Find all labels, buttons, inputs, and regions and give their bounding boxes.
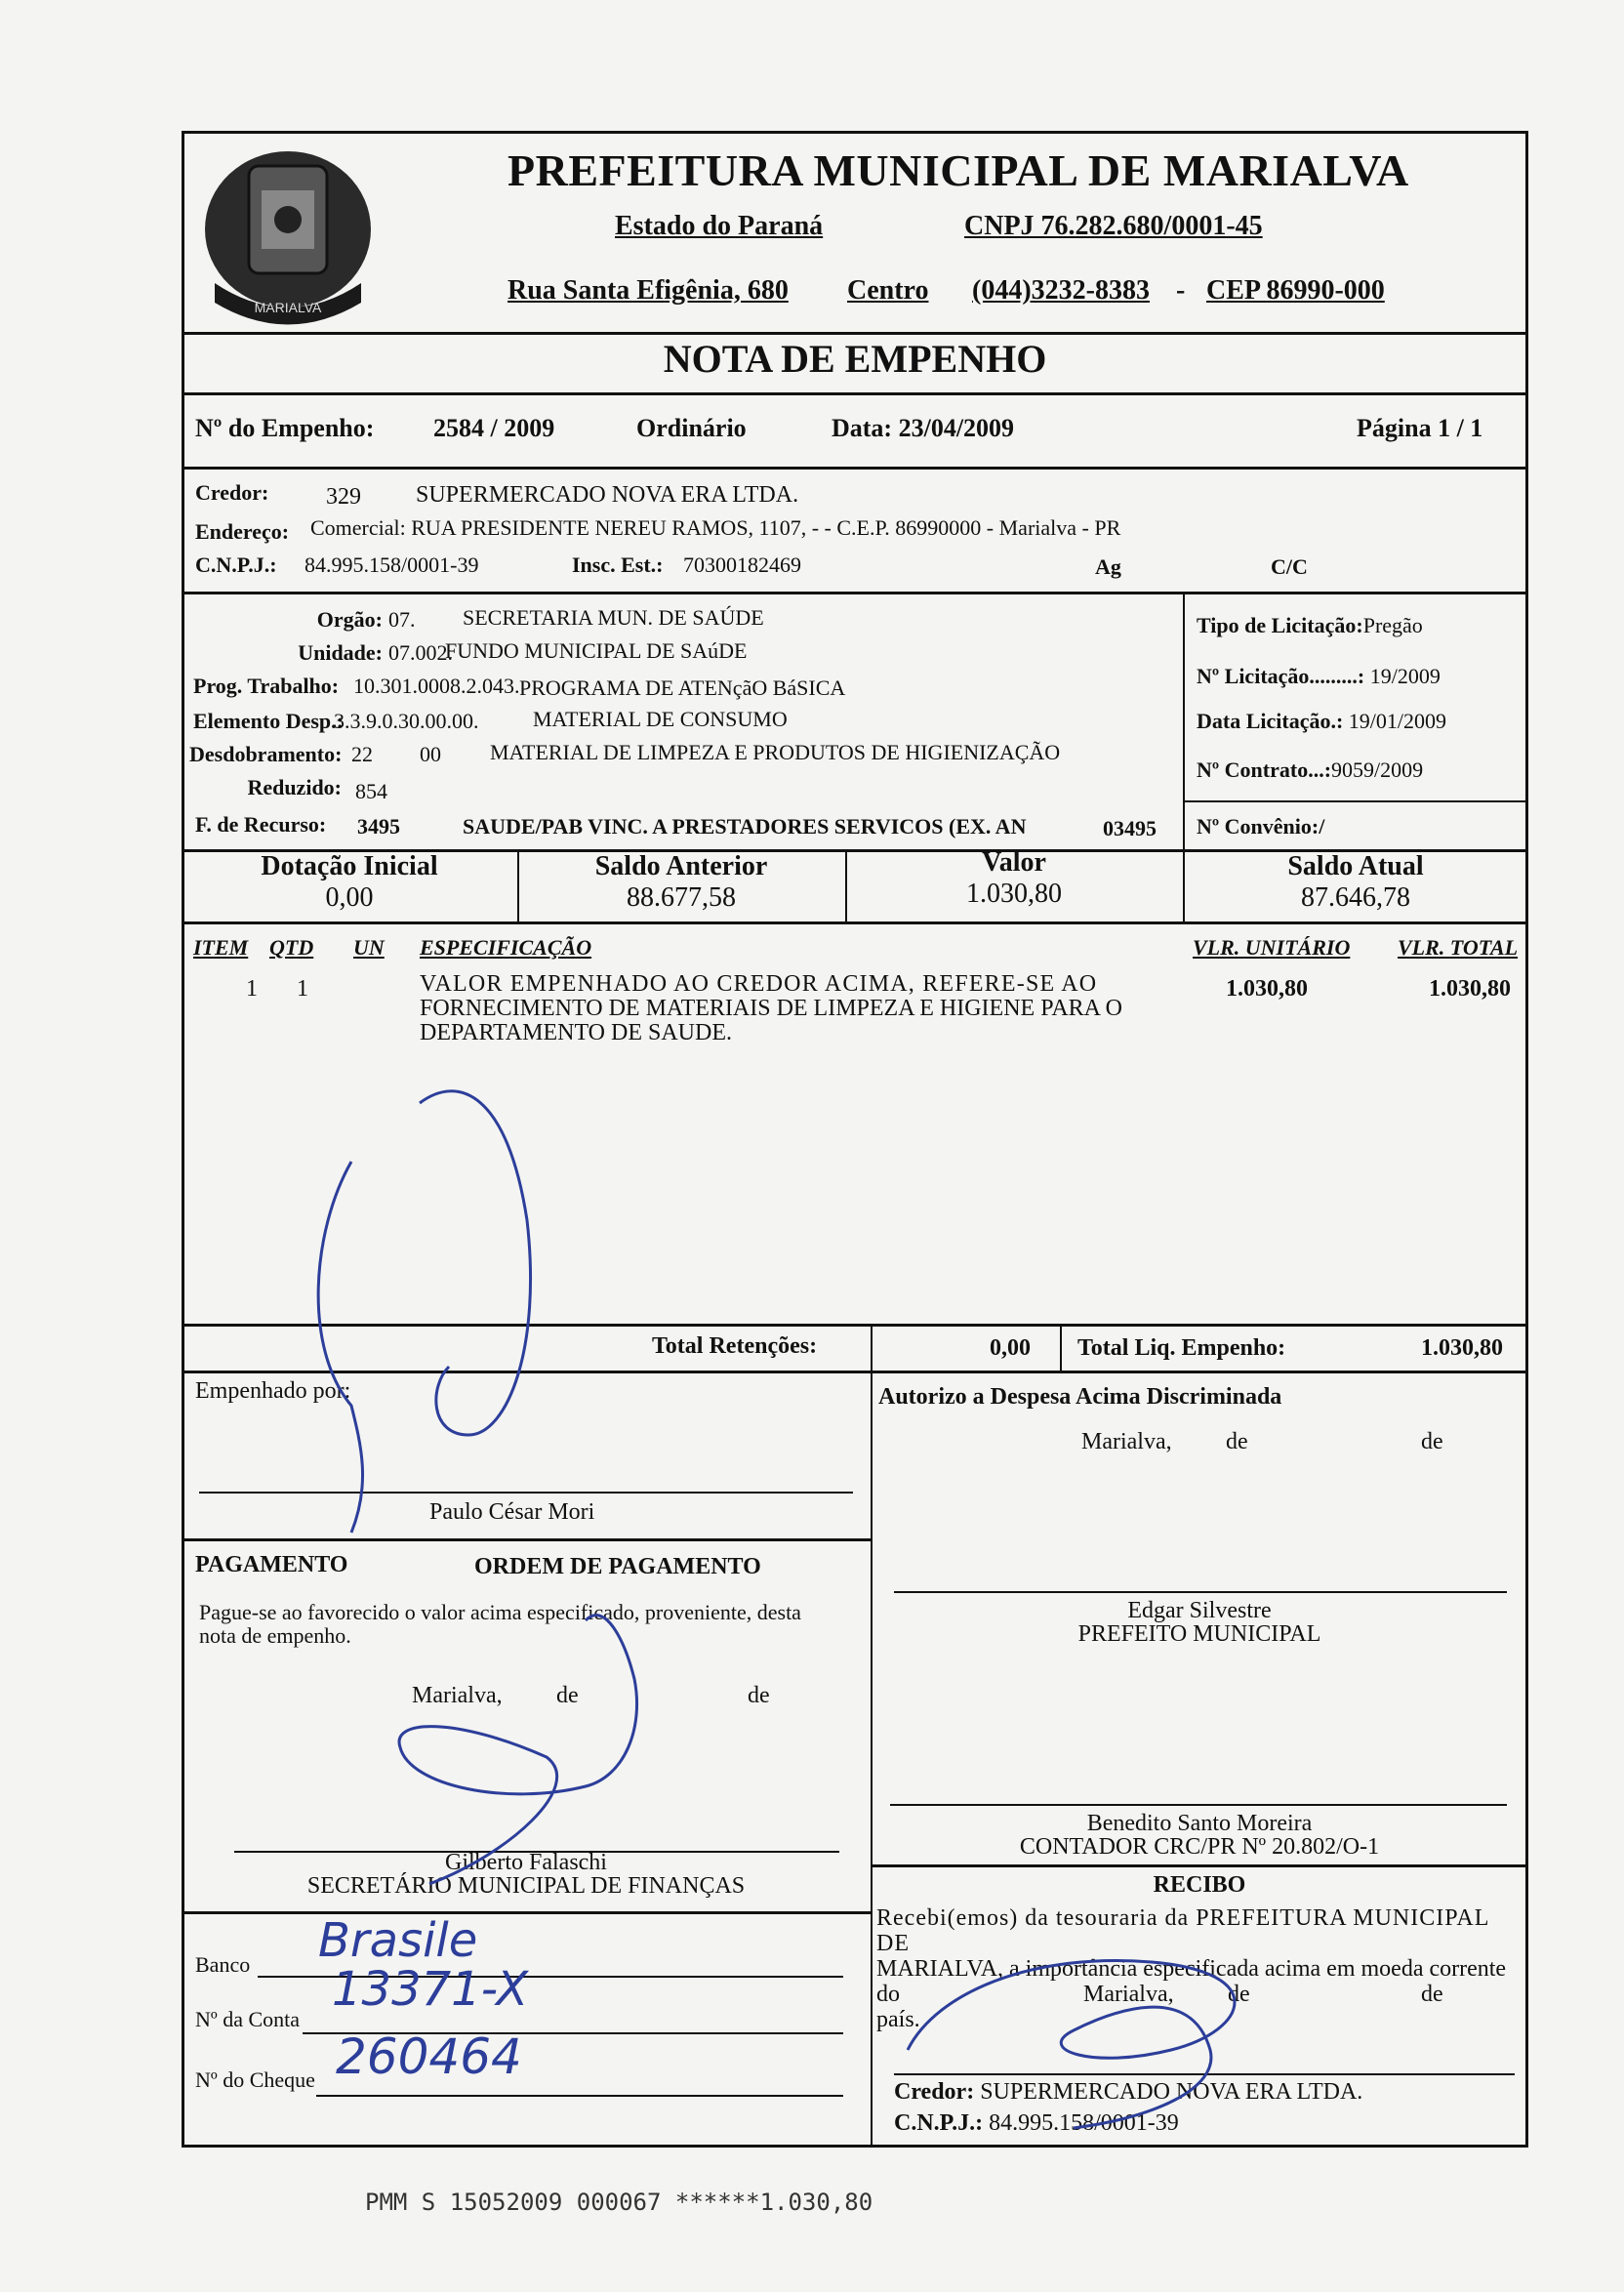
total-liquido-label: Total Liq. Empenho: [1077,1335,1286,1361]
credor-cnpj-value: 84.995.158/0001-39 [304,553,479,577]
elemento-desc: MATERIAL DE CONSUMO [533,707,788,731]
total-liquido-value: 1.030,80 [1421,1335,1503,1361]
document-title: NOTA DE EMPENHO [663,337,1047,381]
endereco-value: Comercial: RUA PRESIDENTE NEREU RAMOS, 1107, - - C.E.P. 86990000 - Marialva - PR [310,515,1121,540]
page-number: Página 1 / 1 [1357,414,1483,442]
pagamento-de1: de [556,1683,579,1708]
elemento-value: 3.3.9.0.30.00.00. [334,709,479,733]
conta-handwritten: 13371-X [332,1962,529,2017]
credor-name: SUPERMERCADO NOVA ERA LTDA. [416,482,799,508]
cheque-handwritten: 260464 [336,2028,522,2085]
header-cnpj: CNPJ 76.282.680/0001-45 [964,211,1263,241]
state-name: Estado do Paraná [615,211,824,241]
autorizo-label: Autorizo a Despesa Acima Discriminada [878,1384,1282,1410]
total-retencoes-label: Total Retenções: [652,1333,818,1359]
tipo-licitacao: Tipo de Licitação:Pregão [1197,613,1423,637]
insc-label: Insc. Est.: [572,553,664,577]
saldo-dotacao-inicial: Dotação Inicial 0,00 [261,851,438,913]
secretario-signature-block: Gilberto Falaschi SECRETÁRIO MUNICIPAL DE FINANÇAS [306,1850,746,1899]
recurso-code: 03495 [1103,816,1157,840]
elemento-label: Elemento Desp.: [193,709,344,733]
reduzido-label: Reduzido: [247,775,342,799]
pagamento-text: Pague-se ao favorecido o valor acima especificado, proveniente, desta nota de empenho. [199,1600,801,1648]
total-retencoes-value: 0,00 [990,1335,1031,1361]
agency-label: Ag [1095,554,1121,579]
svg-text:MARIALVA: MARIALVA [254,300,322,315]
cheque-label: Nº do Cheque [195,2067,315,2092]
unidade-desc: FUNDO MUNICIPAL DE SAúDE [445,638,748,663]
footer-stamp: PMM S 15052009 000067 ******1.030,80 [365,2189,873,2216]
saldo-anterior: Saldo Anterior 88.677,58 [594,851,768,913]
item-qtd: 1 [297,976,308,1002]
col-item: ITEM [193,935,249,960]
banco-handwritten: Brasile [318,1913,478,1968]
credor-label: Credor: [195,480,269,505]
unidade-value: 07.002. [388,640,453,665]
autorizo-de2: de [1421,1429,1443,1454]
institution-title: PREFEITURA MUNICIPAL DE MARIALVA [508,145,1409,195]
recurso-desc: SAUDE/PAB VINC. A PRESTADORES SERVICOS (EX. AN [463,814,1027,839]
autorizo-city: Marialva, [1081,1429,1172,1454]
account-label: C/C [1271,554,1308,579]
contador-signature-block: Benedito Santo Moreira CONTADOR CRC/PR Nº 20.802/O-1 [1019,1811,1380,1860]
data-licitacao: Data Licitação.: 19/01/2009 [1197,709,1447,733]
pagamento-city: Marialva, [412,1683,503,1708]
recibo-text: Recebi(emos) da tesouraria da PREFEITURA MUNICIPAL DE MARIALVA, a importância especificada acima em moeda corrente do país. [876,1905,1507,2032]
recibo-de2: de [1421,1982,1443,2007]
autorizo-de1: de [1226,1429,1248,1454]
header-separator: - [1176,275,1186,306]
item-especificacao: VALOR EMPENHADO AO CREDOR ACIMA, REFERE-SE AO FORNECIMENTO DE MATERIAIS DE LIMPEZA E HIGIENE PARA O DEPARTAMENTO DE SAUDE. [420,971,1123,1045]
desdobramento-desc: MATERIAL DE LIMPEZA E PRODUTOS DE HIGIENIZAÇÃO [490,740,1061,764]
recibo-title: RECIBO [1153,1872,1246,1898]
empenho-date: Data: 23/04/2009 [832,414,1015,442]
prog-desc: PROGRAMA DE ATENçãO BáSICA [519,675,846,700]
saldo-atual: Saldo Atual 87.646,78 [1287,851,1424,913]
empenho-type: Ordinário [636,414,747,442]
numero-contrato: Nº Contrato...:9059/2009 [1197,757,1424,782]
col-un: UN [353,935,385,960]
saldo-valor: Valor 1.030,80 [966,847,1062,909]
prog-value: 10.301.0008.2.043. [353,674,520,698]
orgao-label: Orgão: [316,607,383,632]
numero-convenio: Nº Convênio:/ [1197,814,1325,839]
header-district: Centro [847,275,929,306]
recibo-cnpj: C.N.P.J.: 84.995.158/0001-39 [894,2110,1179,2136]
desdobramento-value2: 00 [420,742,441,766]
desdobramento-value: 22 [351,742,373,766]
header-phone: (044)3232-8383 [972,275,1150,306]
prog-label: Prog. Trabalho: [193,674,340,698]
endereco-label: Endereço: [195,519,290,544]
header-cep: CEP 86990-000 [1206,275,1385,306]
empenho-number: 2584 / 2009 [433,414,555,442]
orgao-desc: SECRETARIA MUN. DE SAÚDE [463,605,764,630]
orgao-value: 07. [388,607,416,632]
col-especificacao: ESPECIFICAÇÃO [420,935,592,960]
insc-value: 70300182469 [683,553,801,577]
unidade-label: Unidade: [298,640,383,665]
recibo-de1: de [1228,1982,1250,2007]
col-valor-unitario: VLR. UNITÁRIO [1193,935,1351,960]
col-qtd: QTD [269,935,314,960]
banco-label: Banco [195,1952,251,1977]
recibo-credor: Credor: SUPERMERCADO NOVA ERA LTDA. [894,2079,1363,2105]
pagamento-label: PAGAMENTO [195,1552,348,1577]
empenhado-por-name: Paulo César Mori [429,1499,595,1525]
item-valor-total: 1.030,80 [1429,976,1511,1002]
conta-label: Nº da Conta [195,2007,301,2031]
col-valor-total: VLR. TOTAL [1398,935,1519,960]
recurso-label: F. de Recurso: [195,812,327,837]
item-valor-unitario: 1.030,80 [1226,976,1308,1002]
recurso-value: 3495 [357,814,400,839]
header-address: Rua Santa Efigênia, 680 [508,275,789,306]
ordem-pagamento-label: ORDEM DE PAGAMENTO [474,1554,761,1579]
credor-code: 329 [326,484,361,510]
item-number: 1 [246,976,258,1002]
numero-licitacao: Nº Licitação.........: 19/2009 [1197,664,1441,688]
empenhado-por-label: Empenhado por: [195,1378,351,1404]
recibo-city: Marialva, [1083,1982,1174,2007]
reduzido-value: 854 [355,779,387,803]
empenho-label: Nº do Empenho: [195,414,375,442]
pagamento-de2: de [748,1683,770,1708]
credor-cnpj-label: C.N.P.J.: [195,553,277,577]
desdobramento-label: Desdobramento: [189,742,343,766]
mayor-signature-block: Edgar Silvestre PREFEITO MUNICIPAL [1077,1598,1321,1647]
